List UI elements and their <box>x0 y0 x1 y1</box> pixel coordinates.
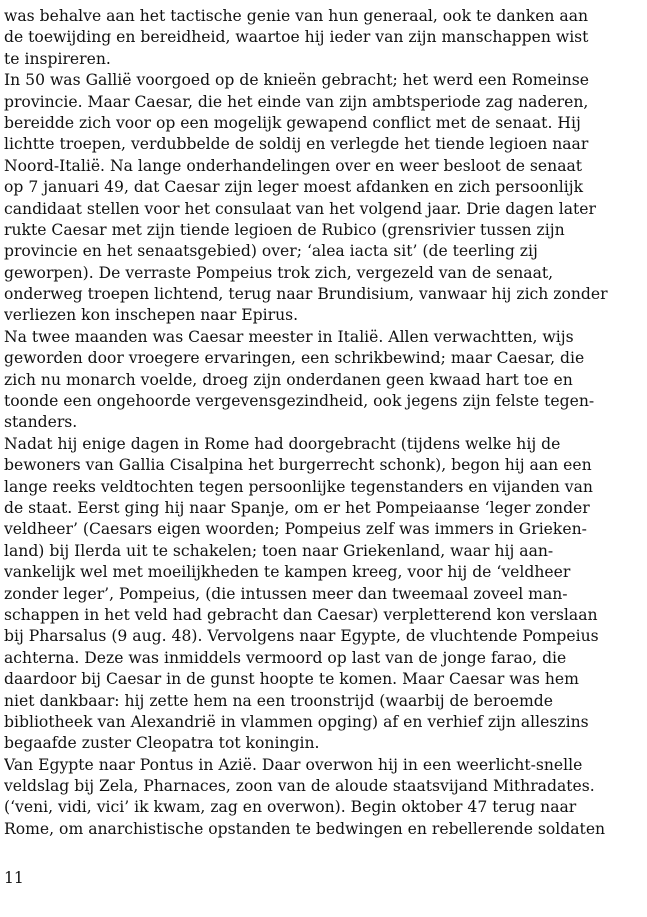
text-line: bij Pharsalus (9 aug. 48). Vervolgens naar Egypte, de vluchtende Pompeius <box>4 627 599 646</box>
text-line: was behalve aan het tactische genie van hun generaal, ook te danken aan <box>4 7 589 25</box>
text-line: veldslag bij Zela, Pharnaces, zoon van de aloude staatsvijand Mithradates. <box>4 777 595 796</box>
text-line: Nadat hij enige dagen in Rome had doorgebracht (tijdens welke hij de <box>4 434 561 453</box>
text-line: geworden door vroegere ervaringen, een schrikbewind; maar Caesar, die <box>4 349 585 368</box>
text-line: standers. <box>4 413 78 432</box>
text-line: te inspireren. <box>4 49 111 68</box>
text-line: provincie. Maar Caesar, die het einde van zijn ambtsperiode zag naderen, <box>4 92 589 111</box>
text-line: Noord-Italië. Na lange onderhandelingen over en weer besloot de senaat <box>4 156 583 175</box>
text-line: begaafde zuster Cleopatra tot koningin. <box>4 734 320 753</box>
text-line: zich nu monarch voelde, droeg zijn onderdanen geen kwaad hart toe en <box>4 370 573 389</box>
text-line: bibliotheek van Alexandrië in vlammen opging) af en verhief zijn alleszins <box>4 712 589 731</box>
text-line: achterna. Deze was inmiddels vermoord op last van de jonge farao, die <box>4 648 567 667</box>
text-line: toonde een ongehoorde vergevensgezindheid, ook jegens zijn felste tegen- <box>4 392 595 411</box>
text-line: op 7 januari 49, dat Caesar zijn leger moest afdanken en zich persoonlijk <box>4 178 584 197</box>
page-number: 11 <box>4 869 24 887</box>
text-line: vankelijk wel met moeilijkheden te kampen kreeg, voor hij de ‘veldheer <box>4 563 571 582</box>
text-line: (‘veni, vidi, vici’ ik kwam, zag en overwon). Begin oktober 47 terug naar <box>4 798 577 817</box>
text-line: provincie en het senaatsgebied) over; ‘alea iacta sit’ (de teerling zij <box>4 242 538 261</box>
text-line: bereidde zich voor op een mogelijk gewapend conflict met de senaat. Hij <box>4 113 581 132</box>
text-line: lichtte troepen, verdubbelde de soldij en verlegde het tiende legioen naar <box>4 135 589 154</box>
text-line: Na twee maanden was Caesar meester in Italië. Allen verwachtten, wijs <box>4 327 574 346</box>
text-line: bewoners van Gallia Cisalpina het burgerrecht schonk), begon hij aan een <box>4 456 592 475</box>
text-line: de toewijding en bereidheid, waartoe hij ieder van zijn manschappen wist <box>4 28 589 47</box>
text-line: geworpen). De verraste Pompeius trok zich, vergezeld van de senaat, <box>4 263 554 282</box>
text-line: verliezen kon inschepen naar Epirus. <box>4 306 299 325</box>
text-line: lange reeks veldtochten tegen persoonlijke tegenstanders en vijanden van <box>4 477 593 496</box>
text-line: de staat. Eerst ging hij naar Spanje, om er het Pompeiaanse ‘leger zonder <box>4 498 590 517</box>
text-line: land) bij Ilerda uit te schakelen; toen naar Griekenland, waar hij aan- <box>4 541 554 560</box>
text-line: rukte Caesar met zijn tiende legioen de Rubico (grensrivier tussen zijn <box>4 220 565 239</box>
text-line: Van Egypte naar Pontus in Azië. Daar overwon hij in een weerlicht-snelle <box>4 755 583 774</box>
text-line: veldheer’ (Caesars eigen woorden; Pompeius zelf was immers in Grieken- <box>4 520 587 539</box>
text-line: zonder leger’, Pompeius, (die intussen meer dan tweemaal zoveel man- <box>4 584 568 603</box>
text-line: onderweg troepen lichtend, terug naar Brundisium, vanwaar hij zich zonder <box>4 285 608 304</box>
text-line: daardoor bij Caesar in de gunst hoopte te komen. Maar Caesar was hem <box>4 670 579 689</box>
text-line: schappen in het veld had gebracht dan Caesar) verpletterend kon verslaan <box>4 605 598 624</box>
body-text <box>4 6 639 840</box>
text-line: candidaat stellen voor het consulaat van het volgend jaar. Drie dagen later <box>4 199 596 218</box>
text-line: niet dankbaar: hij zette hem na een troonstrijd (waarbij de beroemde <box>4 691 553 710</box>
text-line: Rome, om anarchistische opstanden te bedwingen en rebellerende soldaten <box>4 819 606 838</box>
text-line: In 50 was Gallië voorgoed op de knieën gebracht; het werd een Romeinse <box>4 71 589 90</box>
